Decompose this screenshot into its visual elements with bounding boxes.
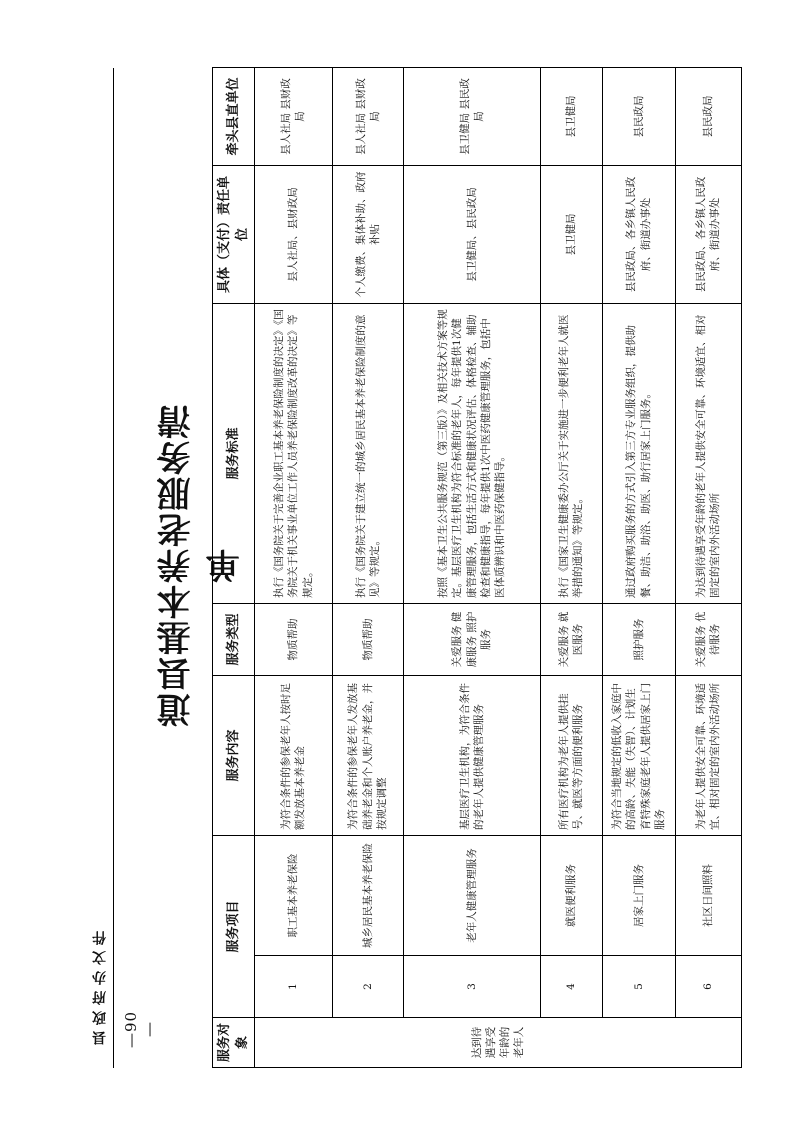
row-item: 社区日间照料 [675,835,741,955]
col-header-responsible: 具体（支付）责任单位 [213,165,255,303]
row-responsible: 县卫健局、县民政局 [403,165,540,303]
row-index: 1 [255,956,333,1018]
row-lead: 县卫健局 [540,67,602,165]
table-stage [212,68,742,1068]
row-lead: 县人社局 县财政局 [332,67,403,165]
row-index: 3 [403,956,540,1018]
row-index: 6 [675,956,741,1018]
table-header-row [213,67,255,1067]
row-standard: 执行《国务院关于建立统一的城乡居民基本养老保险制度的意见》等规定。 [332,303,403,603]
row-content: 所有医疗机构为老年人提供挂号、就医等方面的便利服务 [540,675,602,835]
service-table [212,67,742,1068]
row-content: 为符合条件的参保老年人发放基础养老金和个人账户养老金，并按规定调整 [332,675,403,835]
row-lead: 县民政局 [675,67,741,165]
row-responsible: 县人社局、县财政局 [255,165,333,303]
row-lead: 县卫健局 县民政局 [403,67,540,165]
row-item: 职工基本养老保险 [255,835,333,955]
row-type: 物质帮助 [332,603,403,675]
row-item: 就医便利服务 [540,835,602,955]
rotated-table-container [212,68,742,1068]
row-type: 关爱服务 健康服务 照护服务 [403,603,540,675]
row-content: 为老年人提供安全可靠、环境适宜、相对固定的室内外活动场所 [675,675,741,835]
table-row [403,67,540,1067]
document-header: 县政府办文件 [92,925,108,1045]
header-rule [113,68,114,1068]
row-standard: 为达到待遇享受年龄的老年人提供安全可靠、环境适宜、相对固定的室内外活动场所 [675,303,741,603]
table-row [602,67,675,1067]
row-standard: 执行《国家卫生健康委办公厅关于实施进一步便利老年人就医举措的通知》等规定。 [540,303,602,603]
page-number: —90— [122,1010,158,1048]
service-object-cell: 达到待遇享受年龄的老年人 [255,1018,742,1068]
row-lead: 县人社局 县财政局 [255,67,333,165]
row-item: 居家上门服务 [602,835,675,955]
row-item: 城乡居民基本养老保险 [332,835,403,955]
row-standard: 执行《国务院关于完善企业职工基本养老保险制度的决定》《国务院关于机关事业单位工作人员养老保险制度改革的决定》等规定。 [255,303,333,603]
row-responsible: 个人缴费、集体补助、政府补贴 [332,165,403,303]
row-responsible: 县卫健局 [540,165,602,303]
table-row [332,67,403,1067]
table-row [540,67,602,1067]
row-index: 4 [540,956,602,1018]
row-type: 关爱服务 就医服务 [540,603,602,675]
page-title: 道县基本养老服务清单 [157,403,246,727]
col-header-lead: 牵头县直单位 [213,67,255,165]
col-header-object: 服务对象 [213,1018,255,1068]
row-responsible: 县民政局、各乡镇人民政府、街道办事处 [602,165,675,303]
row-type: 物质帮助 [255,603,333,675]
row-item: 老年人健康管理服务 [403,835,540,955]
row-index: 5 [602,956,675,1018]
col-header-standard: 服务标准 [213,303,255,603]
row-type: 照护服务 [602,603,675,675]
row-content: 基层医疗卫生机构，为符合条件的老年人提供健康管理服务 [403,675,540,835]
row-standard: 通过政府购买服务的方式引入第三方专业服务组织，提供助餐、助洁、助浴、助医、助行居家上门服务。 [602,303,675,603]
col-header-item: 服务项目 [213,835,255,1017]
row-lead: 县民政局 [602,67,675,165]
row-standard: 按照《基本卫生公共服务规范（第三版）》及相关技术方案等规定。基层医疗卫生机构为符合标准的老年人，每年提供1次健康管理服务，包括生活方式和健康状况评估、体格检查、辅助检查和健康指导，每年提供1次中医药健康管理服务，包括中医体质辨识和中医药保健指导。 [403,303,540,603]
row-content: 为符合当地规定的低收入家庭中的高龄、失能（失智）、计划生育特殊家庭老年人提供居家上门服务 [602,675,675,835]
table-row [255,67,333,1067]
row-index: 2 [332,956,403,1018]
row-responsible: 县民政局、各乡镇人民政府、街道办事处 [675,165,741,303]
table-row [675,67,741,1067]
row-type: 关爱服务 优待服务 [675,603,741,675]
col-header-content: 服务内容 [213,675,255,835]
row-content: 为符合条件的参保老年人按时足额发放基本养老金 [255,675,333,835]
col-header-type: 服务类型 [213,603,255,675]
